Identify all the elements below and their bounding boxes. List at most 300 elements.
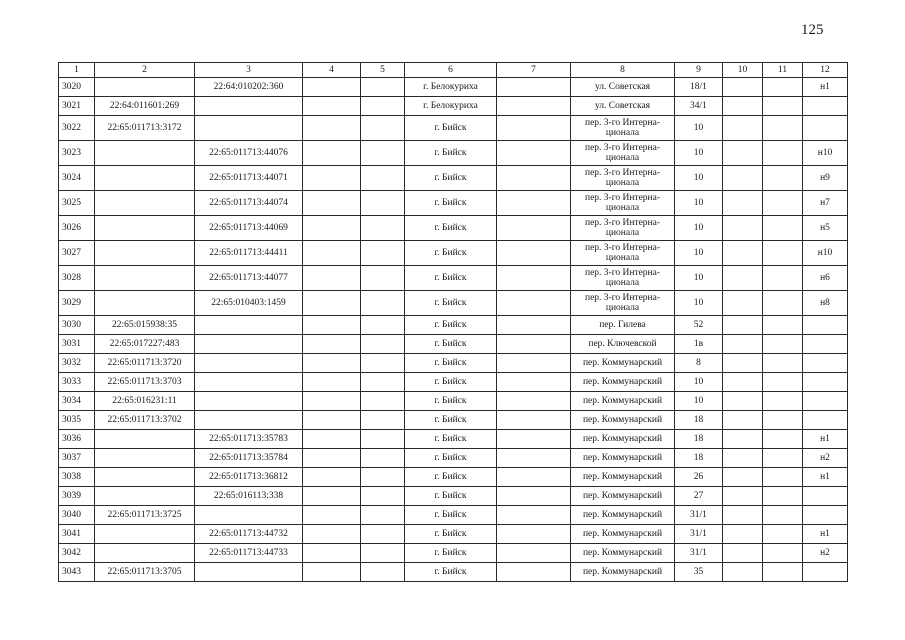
table-row	[59, 166, 848, 191]
table-cell-col6: г. Белокуриха	[405, 97, 497, 116]
table-cell-col9: 1в	[675, 335, 723, 354]
table-cell-col5	[361, 411, 405, 430]
table-cell-col7	[497, 468, 571, 487]
table-cell-col5	[361, 266, 405, 291]
table-cell-col6: г. Бийск	[405, 241, 497, 266]
table-cell-col5	[361, 316, 405, 335]
table-cell-col5	[361, 78, 405, 97]
table-cell-col11	[763, 141, 803, 166]
table-cell-col2	[95, 468, 195, 487]
table-cell-col5	[361, 487, 405, 506]
table-cell-col5	[361, 468, 405, 487]
column-header: 12	[803, 63, 848, 78]
table-cell-col12	[803, 354, 848, 373]
table-cell-col7	[497, 316, 571, 335]
table-cell-col10	[723, 506, 763, 525]
table-cell-col10	[723, 392, 763, 411]
table-cell-col6: г. Бийск	[405, 116, 497, 141]
table-cell-col4	[303, 78, 361, 97]
table-row	[59, 525, 848, 544]
table-cell-col8: пер. Коммунарский	[571, 487, 675, 506]
table-cell-col1: 3026	[59, 216, 95, 241]
table-cell-col7	[497, 335, 571, 354]
table-cell-col1: 3036	[59, 430, 95, 449]
table-cell-col11	[763, 97, 803, 116]
table-row	[59, 563, 848, 582]
table-cell-col9: 10	[675, 373, 723, 392]
table-cell-col11	[763, 78, 803, 97]
column-header: 10	[723, 63, 763, 78]
table-cell-col6: г. Бийск	[405, 141, 497, 166]
table-cell-col1: 3027	[59, 241, 95, 266]
table-cell-col2	[95, 216, 195, 241]
table-cell-col10	[723, 373, 763, 392]
table-cell-col5	[361, 430, 405, 449]
table-cell-col9: 18	[675, 430, 723, 449]
table-cell-col3: 22:65:011713:44074	[195, 191, 303, 216]
column-header: 5	[361, 63, 405, 78]
table-cell-col4	[303, 506, 361, 525]
table-cell-col12	[803, 487, 848, 506]
table-cell-col11	[763, 544, 803, 563]
table-cell-col12	[803, 116, 848, 141]
table-row	[59, 316, 848, 335]
table-cell-col3	[195, 316, 303, 335]
table-cell-col8: пер. Гилева	[571, 316, 675, 335]
table-row	[59, 291, 848, 316]
table-cell-col10	[723, 216, 763, 241]
table-cell-col11	[763, 316, 803, 335]
table-cell-col12	[803, 411, 848, 430]
table-cell-col10	[723, 468, 763, 487]
table-cell-col10	[723, 97, 763, 116]
table-row	[59, 335, 848, 354]
table-cell-col2	[95, 166, 195, 191]
table-cell-col12: н8	[803, 291, 848, 316]
table-cell-col10	[723, 335, 763, 354]
table-cell-col2	[95, 449, 195, 468]
table-cell-col12	[803, 316, 848, 335]
table-cell-col4	[303, 316, 361, 335]
table-cell-col6: г. Бийск	[405, 449, 497, 468]
table-cell-col11	[763, 335, 803, 354]
table-row	[59, 354, 848, 373]
table-cell-col6: г. Белокуриха	[405, 78, 497, 97]
table-cell-col5	[361, 525, 405, 544]
table-body	[59, 78, 848, 582]
table-cell-col4	[303, 468, 361, 487]
header-row	[59, 63, 848, 78]
table-cell-col12: н1	[803, 78, 848, 97]
table-row	[59, 241, 848, 266]
table-cell-col2	[95, 241, 195, 266]
table-cell-col3: 22:65:011713:44077	[195, 266, 303, 291]
table-row	[59, 78, 848, 97]
table-cell-col9: 10	[675, 166, 723, 191]
table-cell-col4	[303, 373, 361, 392]
column-header: 8	[571, 63, 675, 78]
table-cell-col2	[95, 191, 195, 216]
table-cell-col10	[723, 191, 763, 216]
table-cell-col5	[361, 506, 405, 525]
table-row	[59, 430, 848, 449]
table-cell-col9: 34/1	[675, 97, 723, 116]
table-cell-col3	[195, 506, 303, 525]
table-cell-col11	[763, 373, 803, 392]
table-cell-col9: 35	[675, 563, 723, 582]
table-cell-col6: г. Бийск	[405, 335, 497, 354]
table-cell-col11	[763, 166, 803, 191]
table-cell-col6: г. Бийск	[405, 487, 497, 506]
table-cell-col3: 22:65:011713:44069	[195, 216, 303, 241]
table-cell-col10	[723, 563, 763, 582]
table-cell-col5	[361, 97, 405, 116]
table-cell-col1: 3031	[59, 335, 95, 354]
table-cell-col7	[497, 373, 571, 392]
table-cell-col3	[195, 97, 303, 116]
table-cell-col2	[95, 141, 195, 166]
table-cell-col8: ул. Советская	[571, 78, 675, 97]
table-cell-col9: 26	[675, 468, 723, 487]
table-cell-col4	[303, 354, 361, 373]
table-cell-col7	[497, 97, 571, 116]
table-cell-col1: 3029	[59, 291, 95, 316]
table-cell-col3: 22:65:010403:1459	[195, 291, 303, 316]
table-cell-col6: г. Бийск	[405, 525, 497, 544]
table-cell-col6: г. Бийск	[405, 316, 497, 335]
column-header: 7	[497, 63, 571, 78]
column-header: 11	[763, 63, 803, 78]
table-cell-col4	[303, 216, 361, 241]
table-cell-col3: 22:64:010202:360	[195, 78, 303, 97]
column-header: 9	[675, 63, 723, 78]
table-cell-col8: пер. 3-го Интерна-ционала	[571, 141, 675, 166]
table-cell-col4	[303, 116, 361, 141]
table-cell-col11	[763, 430, 803, 449]
table-cell-col10	[723, 411, 763, 430]
table-cell-col7	[497, 411, 571, 430]
table-cell-col2: 22:65:011713:3725	[95, 506, 195, 525]
table-cell-col3	[195, 411, 303, 430]
table-cell-col8: пер. 3-го Интерна-ционала	[571, 166, 675, 191]
table-cell-col8: пер. Коммунарский	[571, 544, 675, 563]
column-header: 3	[195, 63, 303, 78]
table-cell-col10	[723, 316, 763, 335]
table-row	[59, 191, 848, 216]
table-cell-col2	[95, 78, 195, 97]
table-cell-col9: 31/1	[675, 544, 723, 563]
table-cell-col4	[303, 525, 361, 544]
table-cell-col2: 22:65:011713:3703	[95, 373, 195, 392]
table-cell-col8: пер. 3-го Интерна-ционала	[571, 241, 675, 266]
table-cell-col7	[497, 563, 571, 582]
table-row	[59, 141, 848, 166]
table-cell-col1: 3037	[59, 449, 95, 468]
table-cell-col7	[497, 78, 571, 97]
table-cell-col12: н7	[803, 191, 848, 216]
table-cell-col12	[803, 563, 848, 582]
table-cell-col7	[497, 392, 571, 411]
table-cell-col10	[723, 449, 763, 468]
table-cell-col9: 18	[675, 411, 723, 430]
table-cell-col6: г. Бийск	[405, 392, 497, 411]
table-cell-col11	[763, 563, 803, 582]
table-cell-col9: 27	[675, 487, 723, 506]
table-row	[59, 97, 848, 116]
table-cell-col7	[497, 525, 571, 544]
column-header: 6	[405, 63, 497, 78]
table-cell-col3	[195, 354, 303, 373]
table-cell-col10	[723, 430, 763, 449]
page-number: 125	[801, 22, 824, 38]
table-cell-col8: пер. 3-го Интерна-ционала	[571, 266, 675, 291]
table-cell-col3: 22:65:011713:44733	[195, 544, 303, 563]
table-cell-col7	[497, 241, 571, 266]
table-cell-col5	[361, 373, 405, 392]
table-cell-col11	[763, 392, 803, 411]
table-cell-col8: пер. Коммунарский	[571, 563, 675, 582]
table-row	[59, 373, 848, 392]
table-cell-col4	[303, 430, 361, 449]
table-cell-col2	[95, 525, 195, 544]
table-cell-col9: 31/1	[675, 525, 723, 544]
table-row	[59, 392, 848, 411]
table-cell-col6: г. Бийск	[405, 430, 497, 449]
table-cell-col1: 3039	[59, 487, 95, 506]
table-cell-col4	[303, 544, 361, 563]
table-cell-col11	[763, 525, 803, 544]
table-cell-col5	[361, 166, 405, 191]
table-cell-col7	[497, 191, 571, 216]
property-registry-table	[58, 62, 848, 582]
table-cell-col1: 3022	[59, 116, 95, 141]
table-cell-col7	[497, 449, 571, 468]
table-cell-col1: 3034	[59, 392, 95, 411]
table-cell-col12: н1	[803, 468, 848, 487]
table-cell-col10	[723, 487, 763, 506]
table-cell-col4	[303, 266, 361, 291]
table-cell-col1: 3024	[59, 166, 95, 191]
table-cell-col7	[497, 291, 571, 316]
table-row	[59, 449, 848, 468]
table-cell-col7	[497, 141, 571, 166]
table-cell-col8: пер. 3-го Интерна-ционала	[571, 116, 675, 141]
table-cell-col10	[723, 354, 763, 373]
table-cell-col3: 22:65:011713:35783	[195, 430, 303, 449]
table-cell-col2	[95, 544, 195, 563]
table-cell-col11	[763, 241, 803, 266]
table-cell-col11	[763, 266, 803, 291]
table-cell-col9: 10	[675, 116, 723, 141]
table-row	[59, 411, 848, 430]
table-cell-col1: 3028	[59, 266, 95, 291]
table-cell-col8: пер. 3-го Интерна-ционала	[571, 216, 675, 241]
table-cell-col5	[361, 449, 405, 468]
table-cell-col12: н9	[803, 166, 848, 191]
table-cell-col3: 22:65:016113:338	[195, 487, 303, 506]
table-cell-col10	[723, 525, 763, 544]
table-cell-col9: 10	[675, 266, 723, 291]
table-cell-col12: н6	[803, 266, 848, 291]
table-cell-col11	[763, 411, 803, 430]
table-cell-col4	[303, 411, 361, 430]
table-cell-col3	[195, 373, 303, 392]
table-cell-col2: 22:65:011713:3705	[95, 563, 195, 582]
table-cell-col12	[803, 506, 848, 525]
table-cell-col6: г. Бийск	[405, 354, 497, 373]
table-cell-col5	[361, 392, 405, 411]
table-cell-col9: 52	[675, 316, 723, 335]
table-cell-col11	[763, 354, 803, 373]
table-cell-col9: 8	[675, 354, 723, 373]
table-cell-col4	[303, 166, 361, 191]
table-cell-col2: 22:65:016231:11	[95, 392, 195, 411]
table-cell-col8: пер. 3-го Интерна-ционала	[571, 291, 675, 316]
table-cell-col11	[763, 191, 803, 216]
table-cell-col4	[303, 141, 361, 166]
table-cell-col10	[723, 116, 763, 141]
table-cell-col10	[723, 78, 763, 97]
table-cell-col12: н10	[803, 241, 848, 266]
table-cell-col1: 3030	[59, 316, 95, 335]
table-cell-col11	[763, 487, 803, 506]
table-cell-col7	[497, 266, 571, 291]
table-cell-col8: пер. Коммунарский	[571, 373, 675, 392]
table-cell-col8: пер. Коммунарский	[571, 525, 675, 544]
table-cell-col11	[763, 468, 803, 487]
table-cell-col2	[95, 487, 195, 506]
table-cell-col6: г. Бийск	[405, 506, 497, 525]
table-cell-col9: 10	[675, 241, 723, 266]
table-cell-col6: г. Бийск	[405, 166, 497, 191]
table-cell-col5	[361, 291, 405, 316]
table-cell-col9: 10	[675, 141, 723, 166]
table-cell-col2: 22:65:017227:483	[95, 335, 195, 354]
table-cell-col3: 22:65:011713:36812	[195, 468, 303, 487]
table-cell-col4	[303, 291, 361, 316]
table-cell-col3	[195, 116, 303, 141]
table-cell-col2: 22:64:011601:269	[95, 97, 195, 116]
table-cell-col3: 22:65:011713:35784	[195, 449, 303, 468]
table-cell-col9: 18/1	[675, 78, 723, 97]
table-cell-col8: пер. Коммунарский	[571, 430, 675, 449]
table-cell-col2: 22:65:011713:3720	[95, 354, 195, 373]
table-cell-col9: 18	[675, 449, 723, 468]
table-cell-col12: н1	[803, 430, 848, 449]
table-cell-col1: 3033	[59, 373, 95, 392]
table-cell-col5	[361, 354, 405, 373]
table-cell-col1: 3042	[59, 544, 95, 563]
table-cell-col6: г. Бийск	[405, 291, 497, 316]
table-cell-col1: 3035	[59, 411, 95, 430]
table-cell-col4	[303, 97, 361, 116]
table-cell-col4	[303, 449, 361, 468]
table-cell-col10	[723, 544, 763, 563]
table-cell-col3: 22:65:011713:44076	[195, 141, 303, 166]
table-cell-col6: г. Бийск	[405, 191, 497, 216]
table-row	[59, 216, 848, 241]
table-cell-col5	[361, 116, 405, 141]
table-cell-col4	[303, 392, 361, 411]
table-cell-col1: 3043	[59, 563, 95, 582]
table-cell-col6: г. Бийск	[405, 411, 497, 430]
table-cell-col11	[763, 291, 803, 316]
table-row	[59, 468, 848, 487]
table-cell-col8: пер. Коммунарский	[571, 392, 675, 411]
table-cell-col12	[803, 392, 848, 411]
table-cell-col5	[361, 563, 405, 582]
table-cell-col1: 3020	[59, 78, 95, 97]
table-cell-col3	[195, 563, 303, 582]
table-cell-col6: г. Бийск	[405, 563, 497, 582]
table-cell-col9: 10	[675, 392, 723, 411]
table-cell-col11	[763, 506, 803, 525]
table-cell-col3: 22:65:011713:44411	[195, 241, 303, 266]
table-cell-col10	[723, 241, 763, 266]
table-cell-col6: г. Бийск	[405, 468, 497, 487]
table-cell-col4	[303, 563, 361, 582]
table-cell-col12: н10	[803, 141, 848, 166]
table-cell-col1: 3021	[59, 97, 95, 116]
table-cell-col7	[497, 216, 571, 241]
table-cell-col11	[763, 449, 803, 468]
table-cell-col3	[195, 392, 303, 411]
table-cell-col7	[497, 487, 571, 506]
table-cell-col4	[303, 335, 361, 354]
table-row	[59, 116, 848, 141]
table-cell-col1: 3041	[59, 525, 95, 544]
column-header: 4	[303, 63, 361, 78]
table-cell-col2	[95, 266, 195, 291]
table-cell-col10	[723, 166, 763, 191]
table-cell-col6: г. Бийск	[405, 266, 497, 291]
table-cell-col9: 10	[675, 216, 723, 241]
table-cell-col5	[361, 216, 405, 241]
table-row	[59, 487, 848, 506]
table-row	[59, 266, 848, 291]
table-cell-col5	[361, 141, 405, 166]
table-cell-col7	[497, 430, 571, 449]
table-cell-col9: 10	[675, 191, 723, 216]
table-cell-col8: пер. Коммунарский	[571, 468, 675, 487]
table-cell-col5	[361, 241, 405, 266]
table-cell-col5	[361, 191, 405, 216]
table-cell-col11	[763, 116, 803, 141]
table-cell-col11	[763, 216, 803, 241]
table-cell-col5	[361, 544, 405, 563]
table-cell-col12: н5	[803, 216, 848, 241]
table-cell-col6: г. Бийск	[405, 216, 497, 241]
table-cell-col4	[303, 487, 361, 506]
table-cell-col8: пер. Коммунарский	[571, 506, 675, 525]
table-cell-col12	[803, 335, 848, 354]
table-cell-col2: 22:65:011713:3702	[95, 411, 195, 430]
table-cell-col5	[361, 335, 405, 354]
table-cell-col7	[497, 354, 571, 373]
table-cell-col8: пер. Коммунарский	[571, 449, 675, 468]
table-cell-col12	[803, 373, 848, 392]
table-cell-col1: 3038	[59, 468, 95, 487]
table-cell-col12: н1	[803, 525, 848, 544]
table-cell-col8: пер. Коммунарский	[571, 411, 675, 430]
table-cell-col6: г. Бийск	[405, 373, 497, 392]
table-cell-col12: н2	[803, 544, 848, 563]
table-cell-col8: пер. 3-го Интерна-ционала	[571, 191, 675, 216]
table-cell-col1: 3032	[59, 354, 95, 373]
table-cell-col9: 31/1	[675, 506, 723, 525]
table-cell-col9: 10	[675, 291, 723, 316]
table-cell-col8: ул. Советская	[571, 97, 675, 116]
